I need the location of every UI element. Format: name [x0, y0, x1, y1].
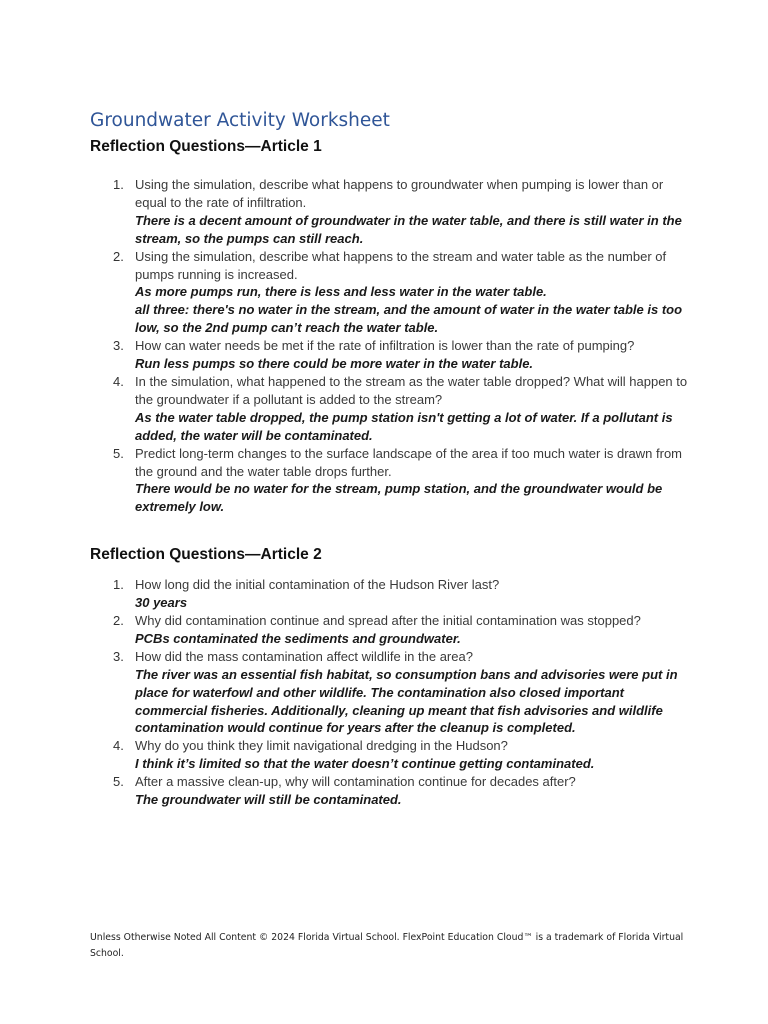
answer-text: There is a decent amount of groundwater in the water table, and there is still water in the stream, so the pumps can still reach. — [135, 212, 682, 246]
question-number: 2. — [113, 248, 124, 264]
answer-text: Run less pumps so there could be more water in the water table. — [135, 356, 534, 372]
question-list-article-2 — [90, 576, 690, 809]
question-item — [90, 737, 690, 773]
question-text: How long did the initial contamination of the Hudson River last? — [135, 577, 500, 593]
question-item — [90, 373, 690, 445]
question-text: How can water needs be met if the rate of infiltration is lower than the rate of pumping? — [135, 338, 635, 354]
copyright-footer: Unless Otherwise Noted All Content © 2024 Florida Virtual School. FlexPoint Education Cloud™ is a trademark of Florida Virtual School. — [90, 932, 684, 959]
question-number: 4. — [113, 738, 124, 754]
answer-text: As the water table dropped, the pump station isn't getting a lot of water. If a pollutant is added, the water will be contaminated. — [135, 409, 673, 443]
question-number: 2. — [113, 613, 124, 629]
question-text: After a massive clean-up, why will contamination continue for decades after? — [135, 774, 576, 790]
question-text: Using the simulation, describe what happens to groundwater when pumping is lower than or equal to the rate of infiltration. — [135, 177, 664, 210]
worksheet-page — [90, 108, 690, 809]
question-text: In the simulation, what happened to the stream as the water table dropped? What will happen to the groundwater if a pollutant is added to the stream? — [135, 373, 688, 407]
answer-text: The groundwater will still be contaminated. — [135, 792, 402, 808]
question-number: 3. — [113, 338, 124, 354]
question-number: 3. — [113, 648, 124, 664]
question-number: 5. — [113, 774, 124, 790]
question-item — [90, 248, 690, 338]
question-text: Predict long-term changes to the surface landscape of the area if too much water is drawn from the ground and the water table drops further. — [135, 445, 682, 479]
answer-text: PCBs contaminated the sediments and groundwater. — [135, 630, 461, 646]
question-item — [90, 176, 690, 248]
section-heading-article-2: Reflection Questions—Article 2 — [90, 546, 322, 564]
document-title: Groundwater Activity Worksheet — [90, 110, 390, 131]
question-number: 1. — [113, 577, 124, 593]
question-number: 1. — [113, 177, 124, 192]
question-number: 4. — [113, 373, 124, 389]
question-list-article-1 — [90, 176, 690, 516]
question-number: 5. — [113, 445, 124, 461]
answer-text: 30 years — [135, 595, 188, 611]
question-item — [90, 576, 690, 612]
question-text: How did the mass contamination affect wildlife in the area? — [135, 648, 473, 664]
answer-text: The river was an essential fish habitat, so consumption bans and advisories were put in place for waterfowl and other wildlife. The contamination also closed important commercial fisheries. Additionally, cleaning up meant that fish advisories and wildlife contamination would continue for years after the cleanup is completed. — [135, 666, 678, 736]
answer-text: As more pumps run, there is less and less water in the water table. — [135, 284, 547, 300]
question-item — [90, 445, 690, 517]
answer-text: There would be no water for the stream, pump station, and the groundwater would be extremely low. — [135, 481, 663, 515]
question-text: Why do you think they limit navigational dredging in the Hudson? — [135, 738, 508, 754]
question-text: Why did contamination continue and spread after the initial contamination was stopped? — [135, 613, 641, 629]
answer-text: all three: there's no water in the stream, and the amount of water in the water table is too low, so the 2nd pump can’t reach the water table. — [135, 302, 683, 336]
question-item — [90, 773, 690, 809]
question-text: Using the simulation, describe what happens to the stream and water table as the number of pumps running is increased. — [135, 248, 667, 282]
question-item — [90, 337, 690, 373]
answer-text: I think it’s limited so that the water doesn’t continue getting contaminated. — [135, 756, 595, 772]
question-item — [90, 612, 690, 648]
section-heading-article-1: Reflection Questions—Article 1 — [90, 138, 322, 155]
question-item — [90, 648, 690, 738]
